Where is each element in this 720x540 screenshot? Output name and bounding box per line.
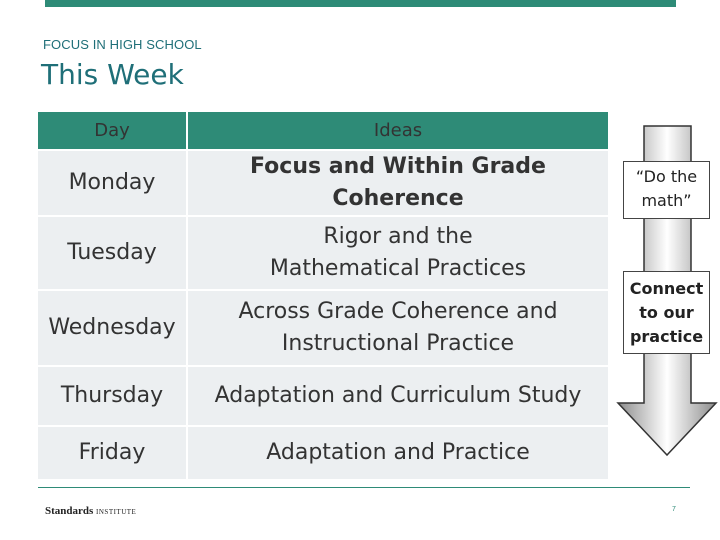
table-row	[37, 366, 609, 426]
callout-connect-practice: Connect to our practice	[623, 271, 710, 354]
day-cell: Monday	[37, 150, 187, 216]
logo-text-small: INSTITUTE	[96, 508, 137, 516]
idea-cell: Focus and Within Grade Coherence	[187, 150, 609, 216]
footer-divider	[38, 487, 690, 488]
day-cell: Tuesday	[37, 216, 187, 290]
column-header-ideas: Ideas	[187, 111, 609, 150]
table-row	[37, 290, 609, 366]
standards-institute-logo	[45, 505, 136, 517]
idea-cell: Adaptation and Practice	[187, 426, 609, 480]
idea-cell: Rigor and the Mathematical Practices	[187, 216, 609, 290]
top-accent-bar	[45, 0, 676, 7]
callout-do-the-math: “Do the math”	[623, 161, 710, 219]
idea-cell: Across Grade Coherence and Instructional Practice	[187, 290, 609, 366]
logo-text-bold: Standards	[45, 505, 94, 517]
table-header-row	[37, 111, 609, 150]
day-cell: Wednesday	[37, 290, 187, 366]
idea-cell: Adaptation and Curriculum Study	[187, 366, 609, 426]
page-number: 7	[672, 506, 676, 513]
table-row	[37, 150, 609, 216]
slide-title: This Week	[41, 58, 184, 91]
column-header-day: Day	[37, 111, 187, 150]
weekly-schedule-table	[36, 110, 610, 481]
section-kicker: FOCUS IN HIGH SCHOOL	[43, 37, 202, 52]
table-row	[37, 216, 609, 290]
day-cell: Thursday	[37, 366, 187, 426]
table-row	[37, 426, 609, 480]
day-cell: Friday	[37, 426, 187, 480]
